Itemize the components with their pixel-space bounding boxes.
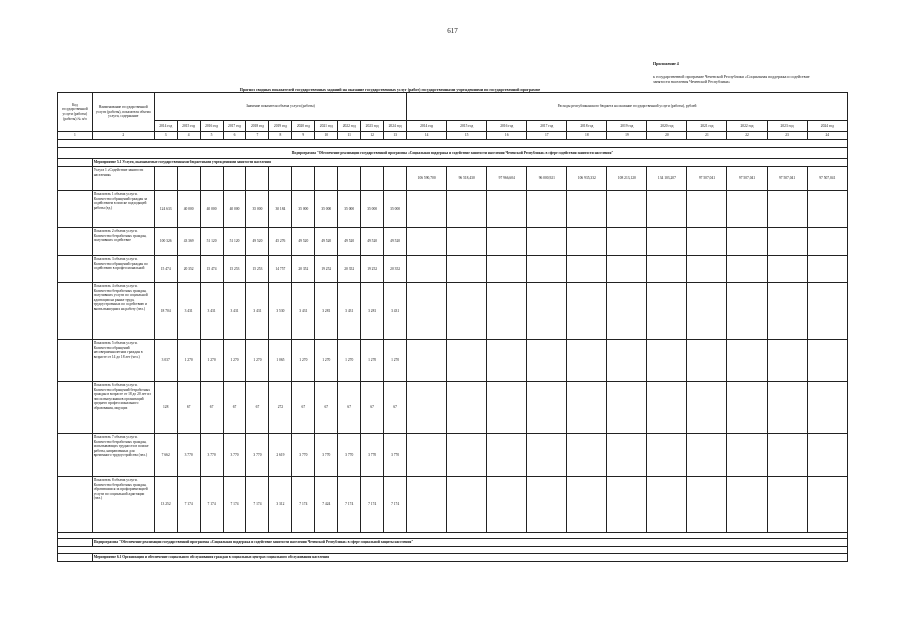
- header-row-numbers: [58, 132, 848, 140]
- indicator-value: 3 770: [361, 434, 384, 477]
- header-year-volume: 2019 год: [269, 121, 292, 132]
- indicator-value: 3 431: [292, 283, 315, 340]
- indicator-value: 49 520: [384, 228, 407, 256]
- indicator-value: 7 174: [177, 477, 200, 533]
- indicator-value: 49 520: [315, 228, 338, 256]
- indicator-value: 272: [269, 382, 292, 434]
- indicator-value: 1 270: [292, 340, 315, 382]
- column-number: 18: [567, 132, 607, 140]
- column-number: 5: [200, 132, 223, 140]
- indicator-value: 3 037: [154, 340, 177, 382]
- measure-row: [58, 159, 848, 167]
- indicator-name: Показатель 8 объема услуги. Количество безработных граждан, обратившихся за профориентацией услуги по социальной адаптации (чел.): [92, 477, 154, 533]
- header-costs-group: Расходы республиканского бюджета на оказание государственной услуги (работы), рублей: [407, 93, 848, 121]
- indicator-name: Показатель 2 объема услуги. Количество безработных граждан, получивших содействие: [92, 228, 154, 256]
- column-number: 20: [647, 132, 687, 140]
- indicator-value: 3 530: [269, 283, 292, 340]
- indicator-name: Показатель 6 объема услуги. Количество обращений безработных граждан в возрасте от 18 до 20 лет из числа выпускников организаций среднего профессионального образования, ищущих: [92, 382, 154, 434]
- column-number: 3: [154, 132, 177, 140]
- header-year-volume: 2021 год: [315, 121, 338, 132]
- service-cost: 97 507,041: [807, 167, 847, 191]
- indicator-value: 3 281: [315, 283, 338, 340]
- service-cost: 97 966,604: [487, 167, 527, 191]
- header-year-volume: 2023 год: [361, 121, 384, 132]
- indicator-value: 40 000: [177, 191, 200, 228]
- column-number: 2: [92, 132, 154, 140]
- indicator-value: 7 174: [338, 477, 361, 533]
- header-year-volume: 2018 год: [246, 121, 269, 132]
- indicator-value: 43 369: [177, 228, 200, 256]
- indicator-value: 67: [338, 382, 361, 434]
- blank-row: [58, 547, 848, 554]
- indicator-value: 7 174: [246, 477, 269, 533]
- column-number: 11: [338, 132, 361, 140]
- header-year-volume: 2017 год: [223, 121, 246, 132]
- header-year-costs: 2018 год: [567, 121, 607, 132]
- indicator-value: 1 270: [223, 340, 246, 382]
- indicator-name: Показатель 4 объема услуги. Количество безработных граждан, получивших услуги по социальной адаптации на рынке труда, трудоустроенных по содействию и вновь вышедших на работу (чел.): [92, 283, 154, 340]
- indicator-value: 3 431: [338, 283, 361, 340]
- indicator-value: 20 352: [384, 256, 407, 283]
- indicator-name: Показатель 3 объема услуги. Количество обращений граждан по содействию в профессиональной: [92, 256, 154, 283]
- indicator-value: 3 770: [315, 434, 338, 477]
- column-number: 21: [687, 132, 727, 140]
- measure-row: [58, 554, 848, 562]
- indicator-value: 15 474: [200, 256, 223, 283]
- indicator-value: 3 770: [292, 434, 315, 477]
- indicator-value: 35 000: [315, 191, 338, 228]
- header-year-costs: 2017 год: [527, 121, 567, 132]
- indicator-name: Показатель 7 объема услуги. Количество безработных граждан, испытывающих трудности в поиске работы, направленных для временного трудоустройства (чел.): [92, 434, 154, 477]
- indicator-value: 35 000: [246, 191, 269, 228]
- indicator-value: 3 770: [384, 434, 407, 477]
- header-year-volume: 2014 год: [154, 121, 177, 132]
- indicator-value: 20 352: [292, 256, 315, 283]
- subprogram-row: [58, 539, 848, 547]
- indicator-value: 49 520: [361, 228, 384, 256]
- indicator-value: 49 520: [338, 228, 361, 256]
- column-number: 1: [58, 132, 93, 140]
- blank-row: [58, 140, 848, 148]
- indicator-value: 3 770: [177, 434, 200, 477]
- indicator-value: 128: [154, 382, 177, 434]
- header-year-costs: 2015 год: [447, 121, 487, 132]
- indicator-value: 7 424: [315, 477, 338, 533]
- header-row-years: [58, 121, 848, 132]
- column-number: 16: [487, 132, 527, 140]
- indicator-value: 3 770: [200, 434, 223, 477]
- indicator-value: 2 619: [269, 434, 292, 477]
- indicator-value: 35 000: [361, 191, 384, 228]
- indicator-value: 3 770: [338, 434, 361, 477]
- column-number: 19: [607, 132, 647, 140]
- subprogram-1: Подпрограмма "Обеспечение реализации государственной программы «Социальная поддержка и содействие занятости населения Чеченской Республики» в сфере содействия занятости населения": [58, 148, 848, 159]
- indicator-value: 3 431: [384, 283, 407, 340]
- column-number: 6: [223, 132, 246, 140]
- indicator-value: 1 270: [338, 340, 361, 382]
- indicator-value: 35 000: [292, 191, 315, 228]
- header-year-volume: 2016 год: [200, 121, 223, 132]
- indicator-value: 67: [292, 382, 315, 434]
- header-year-costs: 2024 год: [807, 121, 847, 132]
- service-cost: 134 103,207: [647, 167, 687, 191]
- indicator-value: 1 270: [246, 340, 269, 382]
- service-cost: 106 590,700: [407, 167, 447, 191]
- indicator-value: 67: [177, 382, 200, 434]
- indicator-value: 67: [246, 382, 269, 434]
- header-year-costs: 2021 год: [687, 121, 727, 132]
- table-caption: Прогноз сводных показателей государственных заданий на оказание государственных услуг (работ) государственными учреждениями по государственной программе: [239, 87, 541, 92]
- column-number: 4: [177, 132, 200, 140]
- indicator-value: 51 120: [223, 228, 246, 256]
- service-cost: 96 518,430: [447, 167, 487, 191]
- service-cost: 108 213,120: [607, 167, 647, 191]
- indicator-value: 3 431: [200, 283, 223, 340]
- indicator-value: 7 662: [154, 434, 177, 477]
- indicator-value: 1 270: [384, 340, 407, 382]
- indicator-value: 3 431: [177, 283, 200, 340]
- header-year-costs: 2016 год: [487, 121, 527, 132]
- indicator-value: 67: [200, 382, 223, 434]
- indicator-value: 51 120: [200, 228, 223, 256]
- indicator-value: 3 281: [361, 283, 384, 340]
- column-number: 23: [767, 132, 807, 140]
- indicator-value: 67: [361, 382, 384, 434]
- column-number: 12: [361, 132, 384, 140]
- header-name: Наименование государственной услуги (работы), показателя объема услуги, содержание: [92, 93, 154, 132]
- service-name: Услуга 1 «Содействие занятости населения»: [92, 167, 154, 191]
- column-number: 14: [407, 132, 447, 140]
- indicator-value: 1 065: [269, 340, 292, 382]
- subprogram-row: [58, 148, 848, 159]
- indicator-value: 7 174: [200, 477, 223, 533]
- indicator-value: 19 252: [361, 256, 384, 283]
- header-year-volume: 2015 год: [177, 121, 200, 132]
- indicator-row: [58, 340, 848, 382]
- indicator-row: [58, 477, 848, 533]
- indicator-value: 49 520: [246, 228, 269, 256]
- column-number: 9: [292, 132, 315, 140]
- service-cost: 97 507,041: [687, 167, 727, 191]
- header-year-volume: 2022 год: [338, 121, 361, 132]
- header-code: Код государственной услуги (работы) (работы) № п/п: [58, 93, 93, 132]
- indicator-row: [58, 256, 848, 283]
- indicator-value: 3 770: [223, 434, 246, 477]
- header-year-volume: 2024 год: [384, 121, 407, 132]
- service-cost: 97 507,041: [727, 167, 767, 191]
- indicator-value: 40 000: [223, 191, 246, 228]
- indicator-value: 124 633: [154, 191, 177, 228]
- indicator-value: 20 352: [338, 256, 361, 283]
- indicator-value: 1 270: [177, 340, 200, 382]
- indicator-value: 30 184: [269, 191, 292, 228]
- indicator-row: [58, 434, 848, 477]
- indicator-value: 67: [223, 382, 246, 434]
- indicator-value: 1 270: [315, 340, 338, 382]
- indicator-value: 18 704: [154, 283, 177, 340]
- header-volume-group: Значение показателя объема услуги (работы): [154, 93, 406, 121]
- column-number: 17: [527, 132, 567, 140]
- indicator-value: 19 252: [315, 256, 338, 283]
- indicator-value: 45 276: [269, 228, 292, 256]
- column-number: 8: [269, 132, 292, 140]
- indicator-value: 13 252: [154, 477, 177, 533]
- indicator-row: [58, 382, 848, 434]
- indicator-row: [58, 228, 848, 256]
- indicator-value: 14 757: [269, 256, 292, 283]
- indicator-name: Показатель 5 объема услуги. Количество обращений несовершеннолетних граждан в возрасте от 14 до 18 лет (чел.): [92, 340, 154, 382]
- service-cost: 106 935,332: [567, 167, 607, 191]
- column-number: 10: [315, 132, 338, 140]
- indicator-value: 35 000: [384, 191, 407, 228]
- header-year-volume: 2020 год: [292, 121, 315, 132]
- indicator-value: 40 000: [200, 191, 223, 228]
- appendix-title: Приложение 4: [653, 61, 679, 66]
- column-number: 22: [727, 132, 767, 140]
- indicator-value: 20 352: [177, 256, 200, 283]
- column-number: 13: [384, 132, 407, 140]
- indicator-value: 49 520: [292, 228, 315, 256]
- indicator-value: 7 174: [384, 477, 407, 533]
- indicator-value: 3 770: [246, 434, 269, 477]
- indicator-row: [58, 283, 848, 340]
- appendix-note: [653, 61, 809, 84]
- appendix-line-1: к государственной программе Чеченской Республики «Социальная поддержка и содействие: [653, 74, 810, 79]
- indicator-name: Показатель 1 объема услуги. Количество обращений граждан за содействием в поиске подходящей работы (ед.): [92, 191, 154, 228]
- header-row-groups: [58, 93, 848, 121]
- measure-2: Мероприятие 6.1 Организация и обеспечение социального обслуживания граждан в социальных центрах социального обслуживания населения: [92, 554, 847, 562]
- indicator-value: 15 474: [154, 256, 177, 283]
- subprogram-2: Подпрограмма "Обеспечение реализации государственной программы «Социальная поддержка и содействие занятости населения Чеченской Республики» в сфере социальной защиты населения": [92, 539, 847, 547]
- column-number: 15: [447, 132, 487, 140]
- service-row: [58, 167, 848, 191]
- indicator-value: 15 253: [223, 256, 246, 283]
- header-year-costs: 2019 год: [607, 121, 647, 132]
- indicator-value: 15 253: [246, 256, 269, 283]
- header-year-costs: 2022 год: [727, 121, 767, 132]
- forecast-table: [57, 92, 848, 562]
- header-year-costs: 2014 год: [407, 121, 447, 132]
- indicator-value: 3 312: [269, 477, 292, 533]
- indicator-value: 67: [315, 382, 338, 434]
- header-year-costs: 2023 год: [767, 121, 807, 132]
- indicator-value: 7 174: [292, 477, 315, 533]
- service-cost: 96 000,921: [527, 167, 567, 191]
- appendix-line-2: занятости населения Чеченской Республики»: [653, 79, 731, 84]
- indicator-value: 67: [384, 382, 407, 434]
- indicator-value: 100 326: [154, 228, 177, 256]
- indicator-value: 35 000: [338, 191, 361, 228]
- indicator-value: 3 431: [223, 283, 246, 340]
- column-number: 7: [246, 132, 269, 140]
- header-year-costs: 2020 год: [647, 121, 687, 132]
- indicator-value: 7 174: [223, 477, 246, 533]
- service-cost: 97 507,041: [767, 167, 807, 191]
- indicator-value: 3 431: [246, 283, 269, 340]
- indicator-value: 7 174: [361, 477, 384, 533]
- column-number: 24: [807, 132, 847, 140]
- indicator-value: 1 270: [200, 340, 223, 382]
- measure-1: Мероприятие 5.1 Услуги, оказываемые государственными бюджетными учреждениями занятости населения: [92, 159, 847, 167]
- page-number: 617: [447, 27, 458, 35]
- indicator-row: [58, 191, 848, 228]
- indicator-value: 1 270: [361, 340, 384, 382]
